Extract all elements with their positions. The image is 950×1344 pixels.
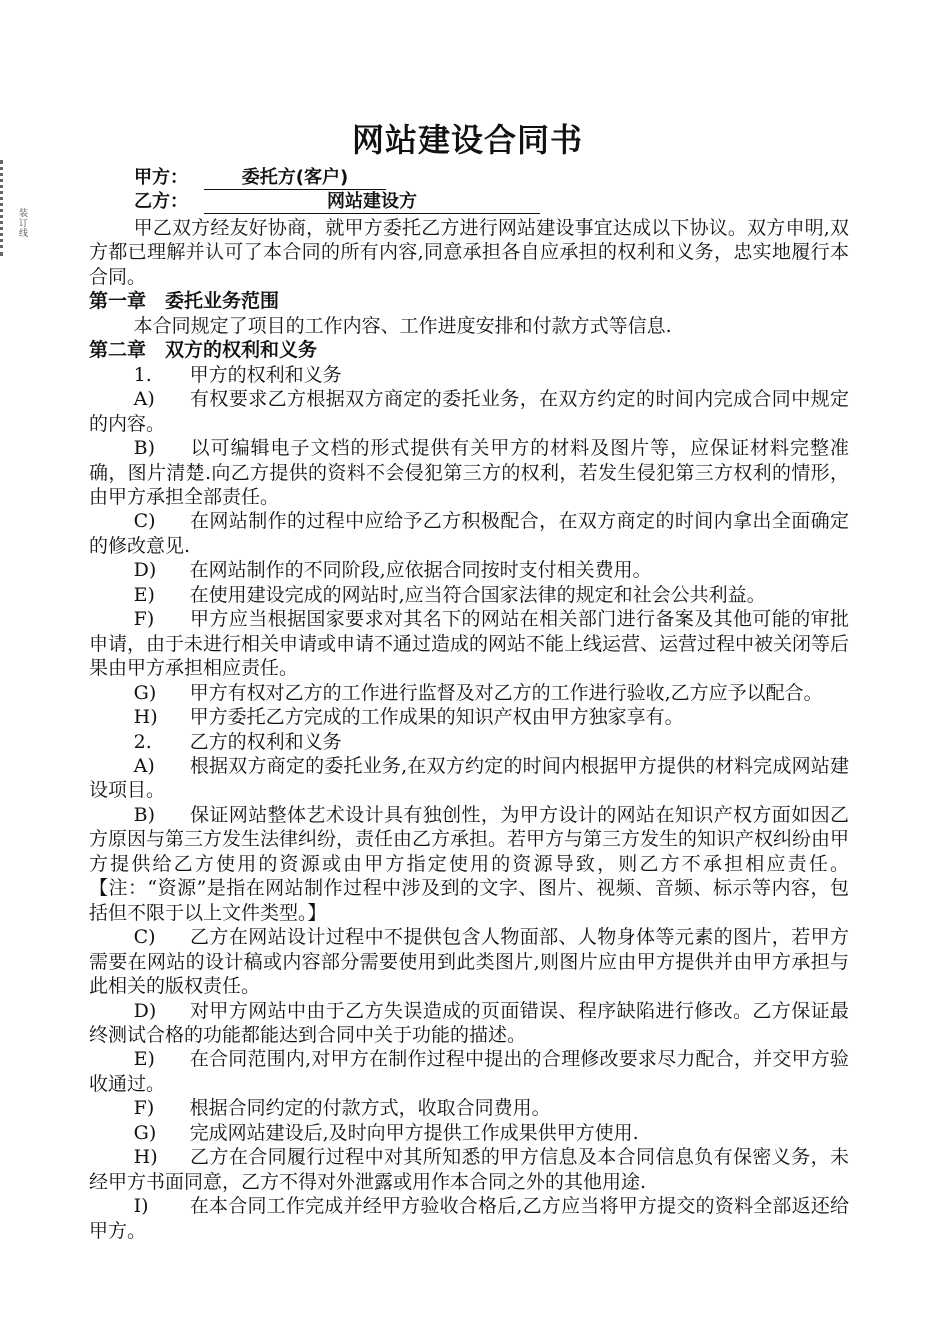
clause-text: 保证网站整体艺术设计具有独创性，为甲方设计的网站在知识产权方面如因乙方原因与第三方发生法律纠纷，责任由乙方承担。若甲方与第三方发生的知识产权纠纷由甲方提供给乙方使用的资源或由甲方指定使用的资源导致，则乙方不承担相应责任。【注：“资源”是指在网站制作过程中涉及到的文字、图片、视频、音频、标示等内容，包括但不限于以上文件类型。】	[89, 803, 850, 924]
clause-text: 对甲方网站中由于乙方失误造成的页面错误、程序缺陷进行修改。乙方保证最终测试合格的功能都能达到合同中关于功能的描述。	[89, 999, 849, 1046]
binding-margin-marks	[0, 160, 10, 256]
clause-marker: B)	[133, 437, 156, 460]
clause-2-f	[89, 1096, 849, 1120]
clause-1-c	[89, 509, 849, 558]
chapter-2-heading: 第二章 双方的权利和义务	[89, 339, 318, 362]
clause-marker: A)	[133, 388, 155, 411]
clause-text: 有权要求乙方根据双方商定的委托业务，在双方约定的时间内完成合同中规定的内容。	[89, 388, 849, 435]
clause-text: 在使用建设完成的网站时,应当符合国家法律的规定和社会公共利益。	[189, 583, 766, 606]
clause-text: 在本合同工作完成并经甲方验收合格后,乙方应当将甲方提交的资料全部返还给甲方。	[89, 1195, 849, 1242]
clause-2-c	[89, 925, 849, 998]
clause-text: 乙方在网站设计过程中不提供包含人物面部、人物身体等元素的图片，若甲方需要在网站的设计稿或内容部分需要使用到此类图片,则图片应由甲方提供并由甲方承担与此相关的版权责任。	[89, 926, 849, 998]
intro-paragraph: 甲乙双方经友好协商，就甲方委托乙方进行网站建设事宜达成以下协议。双方申明,双方都已理解并认可了本合同的所有内容,同意承担各自应承担的权利和义务，忠实地履行本合同。	[89, 217, 849, 288]
chapter-1-text: 本合同规定了项目的工作内容、工作进度安排和付款方式等信息.	[133, 314, 672, 337]
section-1-heading	[89, 363, 849, 387]
section-2-heading	[89, 730, 849, 754]
clause-marker: F)	[133, 608, 155, 631]
clause-2-g	[89, 1121, 849, 1145]
clause-2-h	[89, 1145, 849, 1194]
section-2-marker: 2.	[133, 730, 152, 753]
clause-2-i	[89, 1194, 849, 1243]
contract-body	[89, 216, 849, 1243]
clause-2-b	[89, 803, 849, 925]
clause-2-a	[89, 754, 849, 803]
binding-line-label: 装订线	[17, 208, 27, 238]
clause-marker: I)	[133, 1195, 149, 1218]
clause-marker: E)	[133, 1048, 155, 1071]
clause-marker: D)	[133, 999, 157, 1022]
clause-marker: E)	[133, 583, 155, 606]
clause-2-d	[89, 999, 849, 1048]
clause-marker: B)	[133, 803, 156, 826]
clause-marker: F)	[133, 1097, 155, 1120]
section-1-title: 甲方的权利和义务	[189, 363, 342, 386]
clause-text: 甲方有权对乙方的工作进行监督及对乙方的工作进行验收,乙方应予以配合。	[189, 681, 823, 704]
clause-1-h	[89, 705, 849, 729]
clause-text: 甲方委托乙方完成的工作成果的知识产权由甲方独家享有。	[189, 706, 684, 729]
clause-1-g	[89, 681, 849, 705]
clause-1-d	[89, 558, 849, 582]
clause-marker: G)	[133, 681, 157, 704]
clause-text: 根据双方商定的委托业务,在双方约定的时间内根据甲方提供的材料完成网站建设项目。	[89, 754, 849, 802]
clause-text: 在合同范围内,对甲方在制作过程中提出的合理修改要求尽力配合，并交甲方验收通过。	[89, 1048, 849, 1095]
clause-marker: H)	[133, 706, 158, 729]
section-1-marker: 1.	[133, 363, 152, 386]
clause-marker: D)	[133, 559, 157, 582]
clause-1-b	[89, 436, 849, 509]
clause-1-e	[89, 583, 849, 607]
clause-marker: C)	[133, 926, 156, 949]
clause-text: 根据合同约定的付款方式，收取合同费用。	[189, 1097, 551, 1120]
clause-text: 在网站制作的不同阶段,应依据合同按时支付相关费用。	[189, 559, 652, 582]
clause-1-f	[89, 607, 849, 680]
party-a-value: 委托方(客户)	[204, 167, 386, 190]
clause-marker: G)	[133, 1121, 157, 1144]
clause-text: 完成网站建设后,及时向甲方提供工作成果供甲方使用.	[189, 1121, 639, 1144]
document-title: 网站建设合同书	[351, 121, 583, 159]
party-b-value: 网站建设方	[204, 191, 540, 214]
party-a-label: 甲方：	[134, 167, 188, 188]
clause-marker: C)	[133, 510, 156, 533]
clause-2-e	[89, 1047, 849, 1096]
chapter-1-heading: 第一章 委托业务范围	[89, 290, 280, 313]
party-b-label: 乙方：	[134, 191, 188, 212]
clause-marker: A)	[133, 754, 155, 777]
clause-text: 以可编辑电子文档的形式提供有关甲方的材料及图片等，应保证材料完整准确，图片清楚.向乙方提供的资料不会侵犯第三方的权利，若发生侵犯第三方权利的情形，由甲方承担全部责任。	[89, 437, 849, 508]
clause-marker: H)	[133, 1146, 158, 1169]
clause-1-a	[89, 387, 849, 436]
party-b-line	[134, 190, 540, 214]
clause-text: 乙方在合同履行过程中对其所知悉的甲方信息及本合同信息负有保密义务，未经甲方书面同意，乙方不得对外泄露或用作本合同之外的其他用途.	[89, 1146, 849, 1193]
section-2-title: 乙方的权利和义务	[189, 730, 342, 753]
clause-text: 甲方应当根据国家要求对其名下的网站在相关部门进行备案及其他可能的审批申请，由于未进行相关申请或申请不通过造成的网站不能上线运营、运营过程中被关闭等后果由甲方承担相应责任。	[89, 608, 850, 680]
clause-text: 在网站制作的过程中应给予乙方积极配合，在双方商定的时间内拿出全面确定的修改意见.	[89, 510, 849, 557]
party-a-line	[134, 166, 386, 190]
